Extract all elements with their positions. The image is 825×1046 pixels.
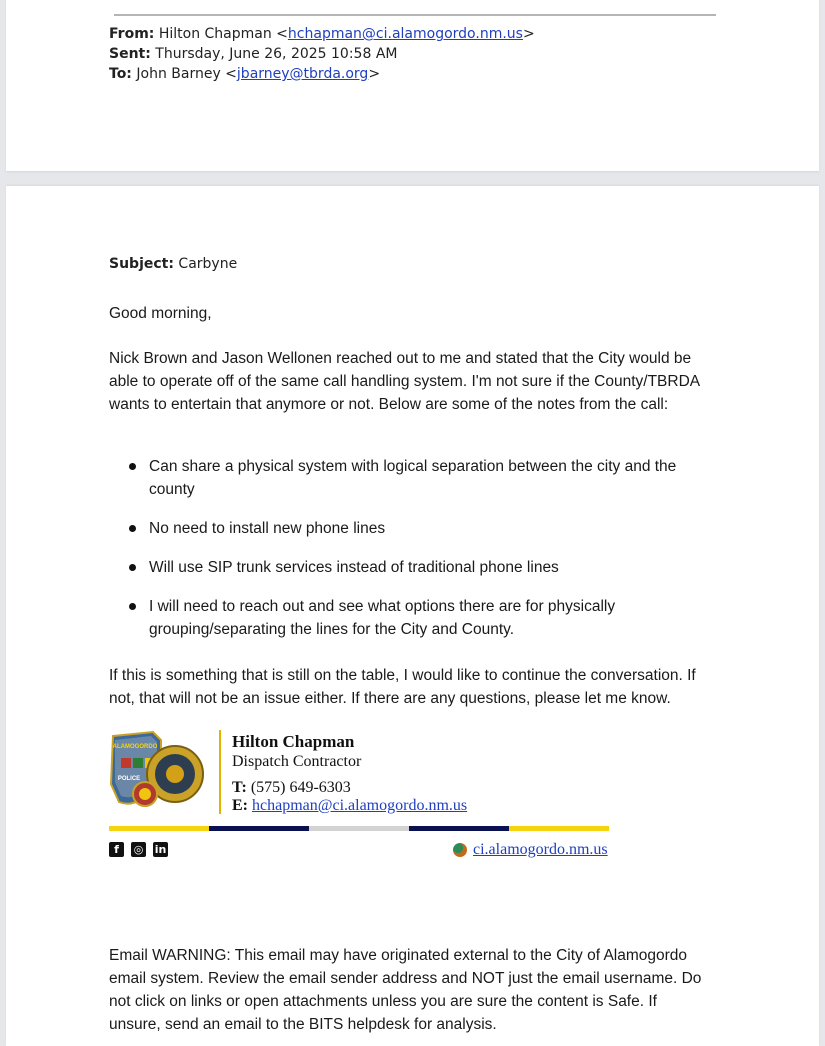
facebook-icon[interactable]: f bbox=[109, 842, 124, 857]
greeting: Good morning, bbox=[109, 305, 212, 322]
signature-email: E: hchapman@ci.alamogordo.nm.us bbox=[232, 797, 468, 814]
email-header-page bbox=[6, 0, 819, 171]
call-notes-list bbox=[109, 455, 709, 657]
svg-text:POLICE: POLICE bbox=[117, 776, 141, 782]
bullet-icon bbox=[129, 603, 136, 610]
email-signature bbox=[109, 730, 609, 820]
website-link[interactable]: ci.alamogordo.nm.us bbox=[453, 841, 608, 859]
svg-text:ALAMOGORDO: ALAMOGORDO bbox=[112, 744, 158, 750]
sent-line: Sent: Thursday, June 26, 2025 10:58 AM bbox=[109, 46, 398, 62]
to-email-link[interactable]: jbarney@tbrda.org bbox=[236, 66, 369, 82]
bullet-icon bbox=[129, 463, 136, 470]
list-item: Will use SIP trunk services instead of traditional phone lines bbox=[109, 556, 709, 579]
color-bar-segment bbox=[309, 826, 409, 831]
linkedin-icon[interactable]: in bbox=[154, 843, 167, 856]
header-divider bbox=[114, 14, 716, 16]
list-item: I will need to reach out and see what options there are for physically grouping/separating the lines for the City and County. bbox=[109, 595, 709, 641]
from-line: From: Hilton Chapman <hchapman@ci.alamogordo.nm.us> bbox=[109, 26, 535, 42]
signature-email-link[interactable]: hchapman@ci.alamogordo.nm.us bbox=[252, 797, 468, 814]
external-email-warning: Email WARNING: This email may have originated external to the City of Alamogordo email system. Review the email sender address and NOT just the email username. Do not click on links or open attachments unless you are sure the content is Safe. If unsure, send an email to the BITS helpdesk for analysis. bbox=[109, 947, 702, 1033]
instagram-icon[interactable]: ◎ bbox=[131, 842, 146, 857]
color-bar-segment bbox=[209, 826, 309, 831]
signature-text bbox=[232, 732, 467, 815]
to-line: To: John Barney <jbarney@tbrda.org> bbox=[109, 66, 381, 82]
closing-paragraph: If this is something that is still on the table, I would like to continue the conversation. If not, that will not be an issue either. If there are any questions, please let me know. bbox=[109, 667, 696, 707]
bullet-icon bbox=[129, 525, 136, 532]
social-links bbox=[109, 842, 168, 857]
color-bar-segment bbox=[509, 826, 609, 831]
signature-divider bbox=[219, 730, 221, 814]
color-bar-segment bbox=[109, 826, 209, 831]
intro-paragraph: Nick Brown and Jason Wellonen reached out to me and stated that the City would be able to operate off of the same call handling system. I'm not sure if the County/TBRDA wants to entertain that anymore or not. Below are some of the notes from the call: bbox=[109, 350, 700, 413]
from-email-link[interactable]: hchapman@ci.alamogordo.nm.us bbox=[287, 26, 523, 42]
signature-name: Hilton Chapman bbox=[232, 732, 355, 751]
police-badges-logo bbox=[109, 730, 205, 816]
color-bar-segment bbox=[409, 826, 509, 831]
list-item: Can share a physical system with logical separation between the city and the county bbox=[109, 455, 709, 501]
signature-color-bar bbox=[109, 826, 609, 831]
signature-phone: T: (575) 649-6303 bbox=[232, 779, 351, 796]
bullet-icon bbox=[129, 564, 136, 571]
list-item: No need to install new phone lines bbox=[109, 517, 709, 540]
city-logo-icon bbox=[453, 843, 467, 857]
signature-title: Dispatch Contractor bbox=[232, 753, 362, 770]
email-body-page bbox=[6, 186, 819, 1046]
subject-line: Subject: Carbyne bbox=[109, 256, 238, 272]
